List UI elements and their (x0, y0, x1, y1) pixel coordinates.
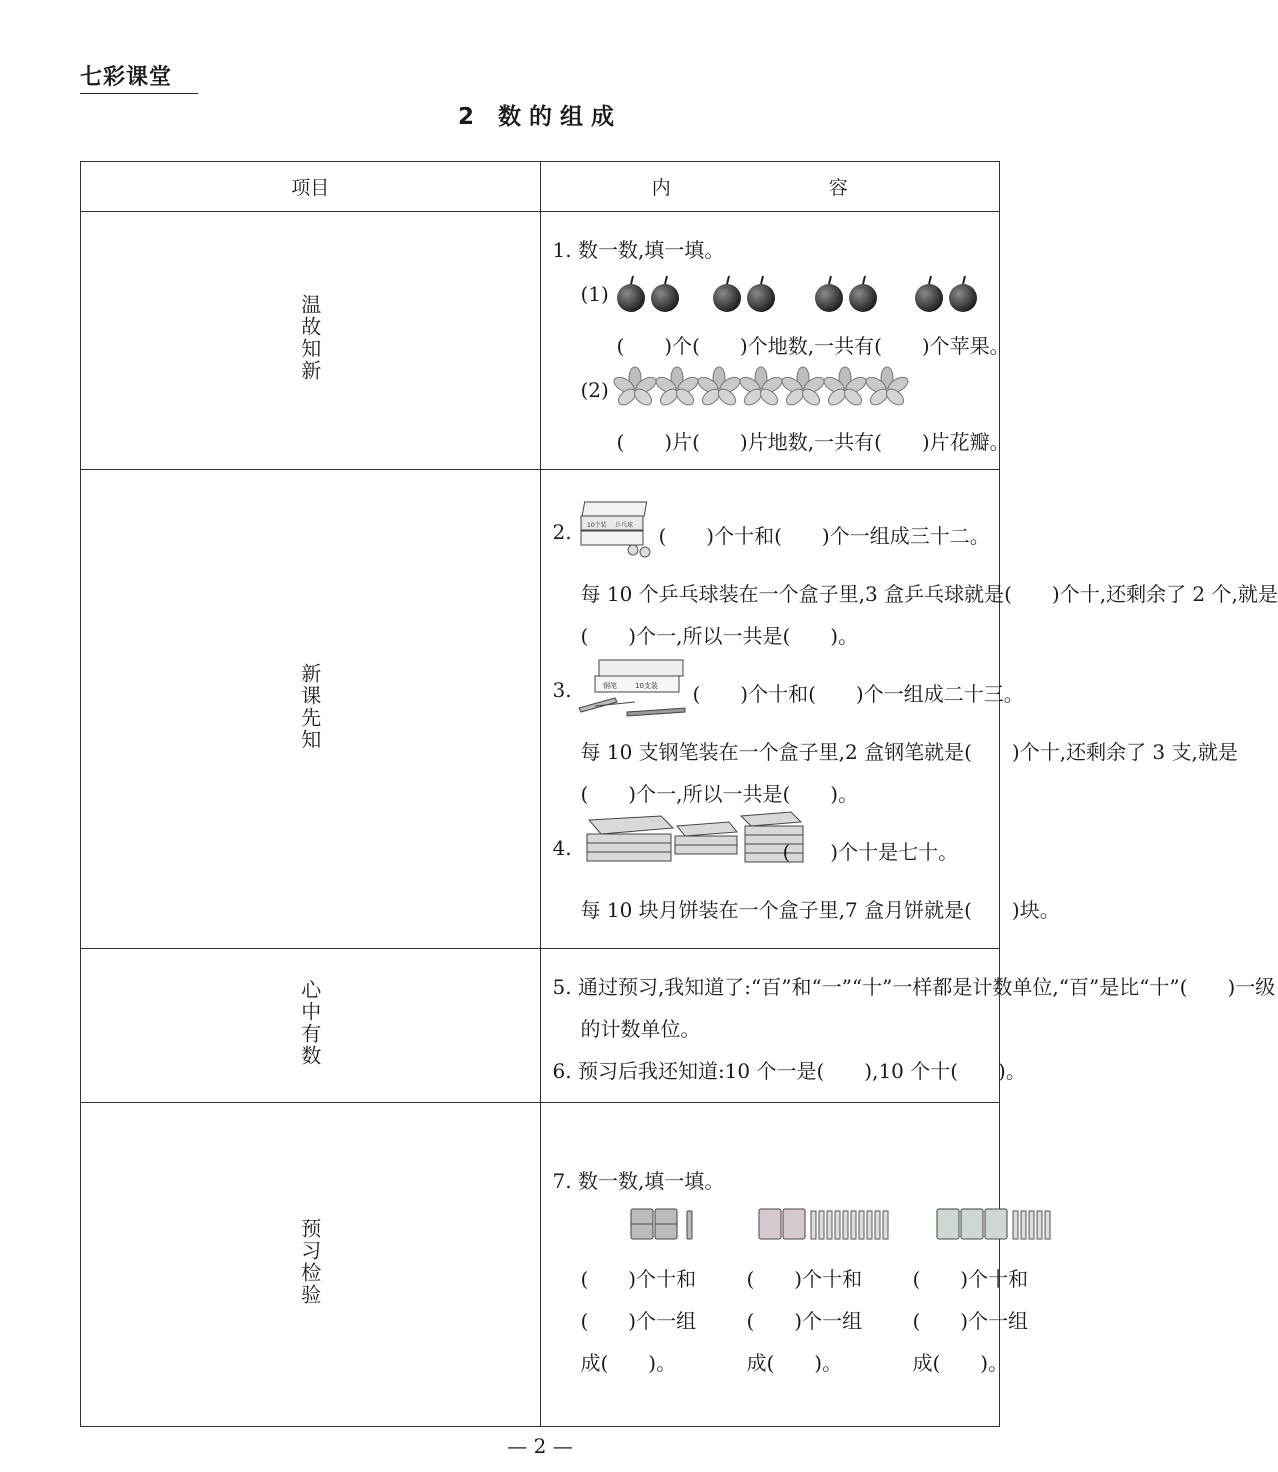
apple-pair-1 (617, 276, 679, 312)
pen-box-label-b: 10支装 (634, 682, 658, 690)
section-row-know (81, 949, 1000, 1103)
section-content-check (540, 1103, 1029, 1427)
page-title: 2 数的组成 (457, 104, 622, 130)
q2-text: ( )个十和( )个一组成三十二。 (658, 524, 990, 548)
q7-group2-line1: ( )个十和 (746, 1267, 863, 1291)
q3-explain-line1: 每 10 支钢笔装在一个盒子里,2 盒钢笔就是( )个十,还剩余了 3 支,就是 (580, 740, 1238, 764)
q2-explain-line1: 每 10 个乒乓球装在一个盒子里,3 盒乒乓球就是( )个十,还剩余了 2 个,就是 (580, 582, 1278, 606)
q5-line2: 的计数单位。 (580, 1017, 701, 1041)
table-header-row (81, 162, 1000, 212)
q7-group2-line2: ( )个一组 (746, 1309, 863, 1333)
section-label-review: 温故知新 (81, 212, 541, 470)
sticks-group-1-image (625, 1205, 705, 1243)
q7-group1-line2: ( )个一组 (580, 1309, 697, 1333)
q5-line1: 5. 通过预习,我知道了:“百”和“一”“十”一样都是计数单位,“百”是比“十”( )一级 (552, 975, 1276, 999)
q1-part1-label: (1) (580, 282, 609, 306)
q1-part1-text: ( )个( )个地数,一共有( )个苹果。 (616, 334, 1010, 358)
q4-explain-line1: 每 10 块月饼装在一个盒子里,7 盒月饼就是( )块。 (580, 898, 1060, 922)
brand-underline (80, 93, 198, 94)
q4-text: ( )个十是七十。 (782, 840, 959, 864)
pingpong-box-label-b: 乒乓球 (614, 522, 633, 529)
q2-explain-line2: ( )个一,所以一共是( )。 (580, 624, 859, 648)
section-label-know: 心中有数 (81, 949, 541, 1103)
q1-part2-label: (2) (580, 378, 609, 402)
q1-part2-text: ( )片( )片地数,一共有( )片花瓣。 (616, 430, 1010, 454)
q7-title: 7. 数一数,填一填。 (552, 1169, 725, 1193)
q7-group2-line3: 成( )。 (746, 1351, 843, 1375)
apples-image (617, 272, 1027, 316)
q3-explain-line2: ( )个一,所以一共是( )。 (580, 782, 859, 806)
q6-line1: 6. 预习后我还知道:10 个一是( ),10 个十( )。 (552, 1059, 1026, 1083)
header-content: 内 容 (540, 162, 1000, 212)
pingpong-box-label-a: 10个装 (586, 522, 607, 529)
brand-logo (80, 60, 200, 96)
page-number: — 2 — (507, 1434, 573, 1458)
pen-box-label-a: 钢笔 (602, 682, 617, 690)
section-row-preview (81, 470, 1000, 949)
worksheet-table (80, 161, 1278, 1427)
apple-pair-4 (915, 276, 977, 312)
brand-text: 七彩课堂 (80, 65, 173, 90)
q3-number: 3. (552, 678, 572, 702)
q7-group3-line3: 成( )。 (912, 1351, 1009, 1375)
q7-group1-line1: ( )个十和 (580, 1267, 697, 1291)
section-row-review (81, 212, 1000, 470)
section-label-check: 预习检验 (81, 1103, 541, 1427)
section-label-preview: 新课先知 (81, 470, 541, 949)
section-content-preview (540, 470, 1278, 949)
pen-boxes-image (575, 656, 695, 720)
q7-group3-line1: ( )个十和 (912, 1267, 1029, 1291)
petals-image (615, 366, 915, 410)
q7-group1-line3: 成( )。 (580, 1351, 677, 1375)
section-content-review (540, 212, 1010, 470)
apple-pair-3 (815, 276, 877, 312)
pingpong-boxes-image (579, 500, 659, 560)
apple-pair-2 (713, 276, 775, 312)
header-category: 项目 (81, 162, 541, 212)
q1-title: 1. 数一数,填一填。 (552, 238, 725, 262)
q7-group3-line2: ( )个一组 (912, 1309, 1029, 1333)
q4-number: 4. (552, 836, 572, 860)
q2-number: 2. (552, 520, 572, 544)
sticks-group-3-image (933, 1205, 1063, 1243)
sticks-group-2-image (755, 1205, 895, 1243)
section-content-know (540, 949, 1276, 1103)
q3-text: ( )个十和( )个一组成二十三。 (692, 682, 1024, 706)
section-row-check (81, 1103, 1000, 1427)
